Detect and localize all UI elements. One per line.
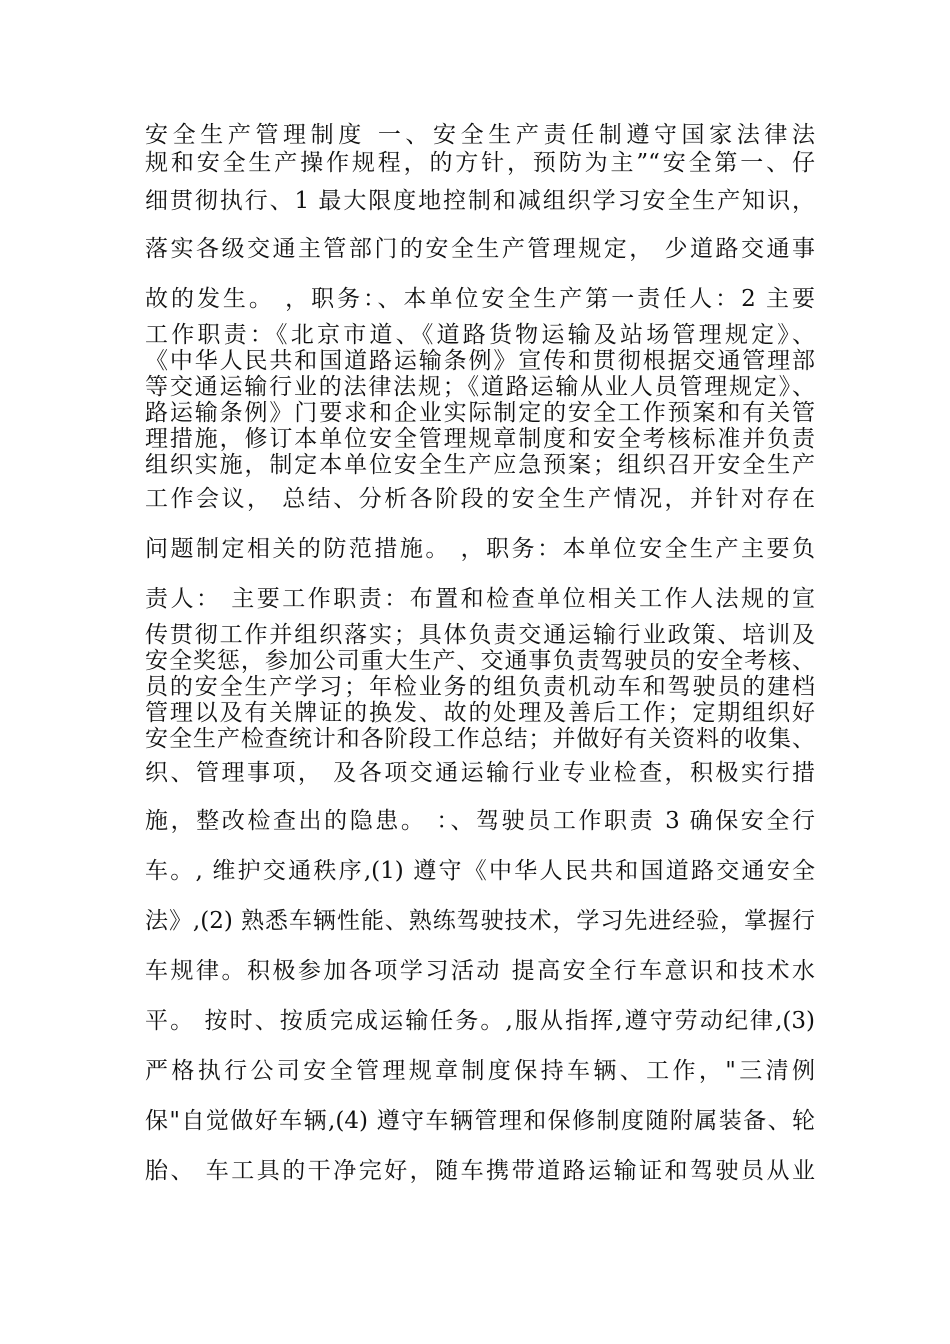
text-line: 安全奖惩，参加公司重大生产、交通事负责驾驶员的安全考核、: [145, 648, 815, 674]
text-line: 安全生产检查统计和各阶段工作总结；并做好有关资料的收集、: [145, 726, 815, 752]
text-line: 平。 按时、按质完成运输任务。,服从指挥,遵守劳动纪律,(3): [145, 1008, 815, 1034]
text-line: 车规律。积极参加各项学习活动 提高安全行车意识和技术水: [145, 958, 815, 984]
text-line: 等交通运输行业的法律法规；《道路运输从业人员管理规定》、: [145, 374, 815, 400]
text-line: 法》,(2) 熟悉车辆性能、熟练驾驶技术，学习先进经验，掌握行: [145, 908, 815, 934]
text-line: 胎、 车工具的干净完好，随车携带道路运输证和驾驶员从业: [145, 1158, 815, 1184]
text-line: 员的安全生产学习；年检业务的组负责机动车和驾驶员的建档: [145, 674, 815, 700]
text-line: 管理以及有关牌证的换发、故的处理及善后工作；定期组织好: [145, 700, 815, 726]
text-line: 织、管理事项， 及各项交通运输行业专业检查，积极实行措: [145, 760, 815, 786]
text-line: 细贯彻执行、1 最大限度地控制和减组织学习安全生产知识，: [145, 188, 815, 214]
text-line: 《中华人民共和国道路运输条例》宣传和贯彻根据交通管理部: [145, 348, 815, 374]
text-line: 工作会议， 总结、分析各阶段的安全生产情况，并针对存在: [145, 486, 815, 512]
text-line: 责人： 主要工作职责：布置和检查单位相关工作人法规的宣: [145, 586, 815, 612]
text-line: 施，整改检查出的隐患。 ：、驾驶员工作职责 3 确保安全行: [145, 808, 815, 834]
text-line: 问题制定相关的防范措施。 ，职务：本单位安全生产主要负: [145, 536, 815, 562]
text-line: 落实各级交通主管部门的安全生产管理规定， 少道路交通事: [145, 236, 815, 262]
text-line: 理措施，修订本单位安全管理规章制度和安全考核标准并负责: [145, 426, 815, 452]
text-line: 工作职责：《北京市道、《道路货物运输及站场管理规定》、: [145, 322, 815, 348]
text-line: 组织实施，制定本单位安全生产应急预案；组织召开安全生产: [145, 452, 815, 478]
text-line: 车。, 维护交通秩序,(1) 遵守《中华人民共和国道路交通安全: [145, 858, 815, 884]
text-line: 规和安全生产操作规程，的方针，预防为主”“安全第一、仔: [145, 150, 815, 176]
text-line: 安全生产管理制度 一、安全生产责任制遵守国家法律法: [145, 122, 815, 148]
text-line: 路运输条例》门要求和企业实际制定的安全工作预案和有关管: [145, 400, 815, 426]
text-line: 保"自觉做好车辆,(4) 遵守车辆管理和保修制度随附属装备、轮: [145, 1108, 815, 1134]
text-line: 严格执行公司安全管理规章制度保持车辆、工作，"三清例: [145, 1058, 815, 1084]
text-line: 故的发生。 ，职务：、本单位安全生产第一责任人：2 主要: [145, 286, 815, 312]
text-line: 传贯彻工作并组织落实；具体负责交通运输行业政策、培训及: [145, 622, 815, 648]
